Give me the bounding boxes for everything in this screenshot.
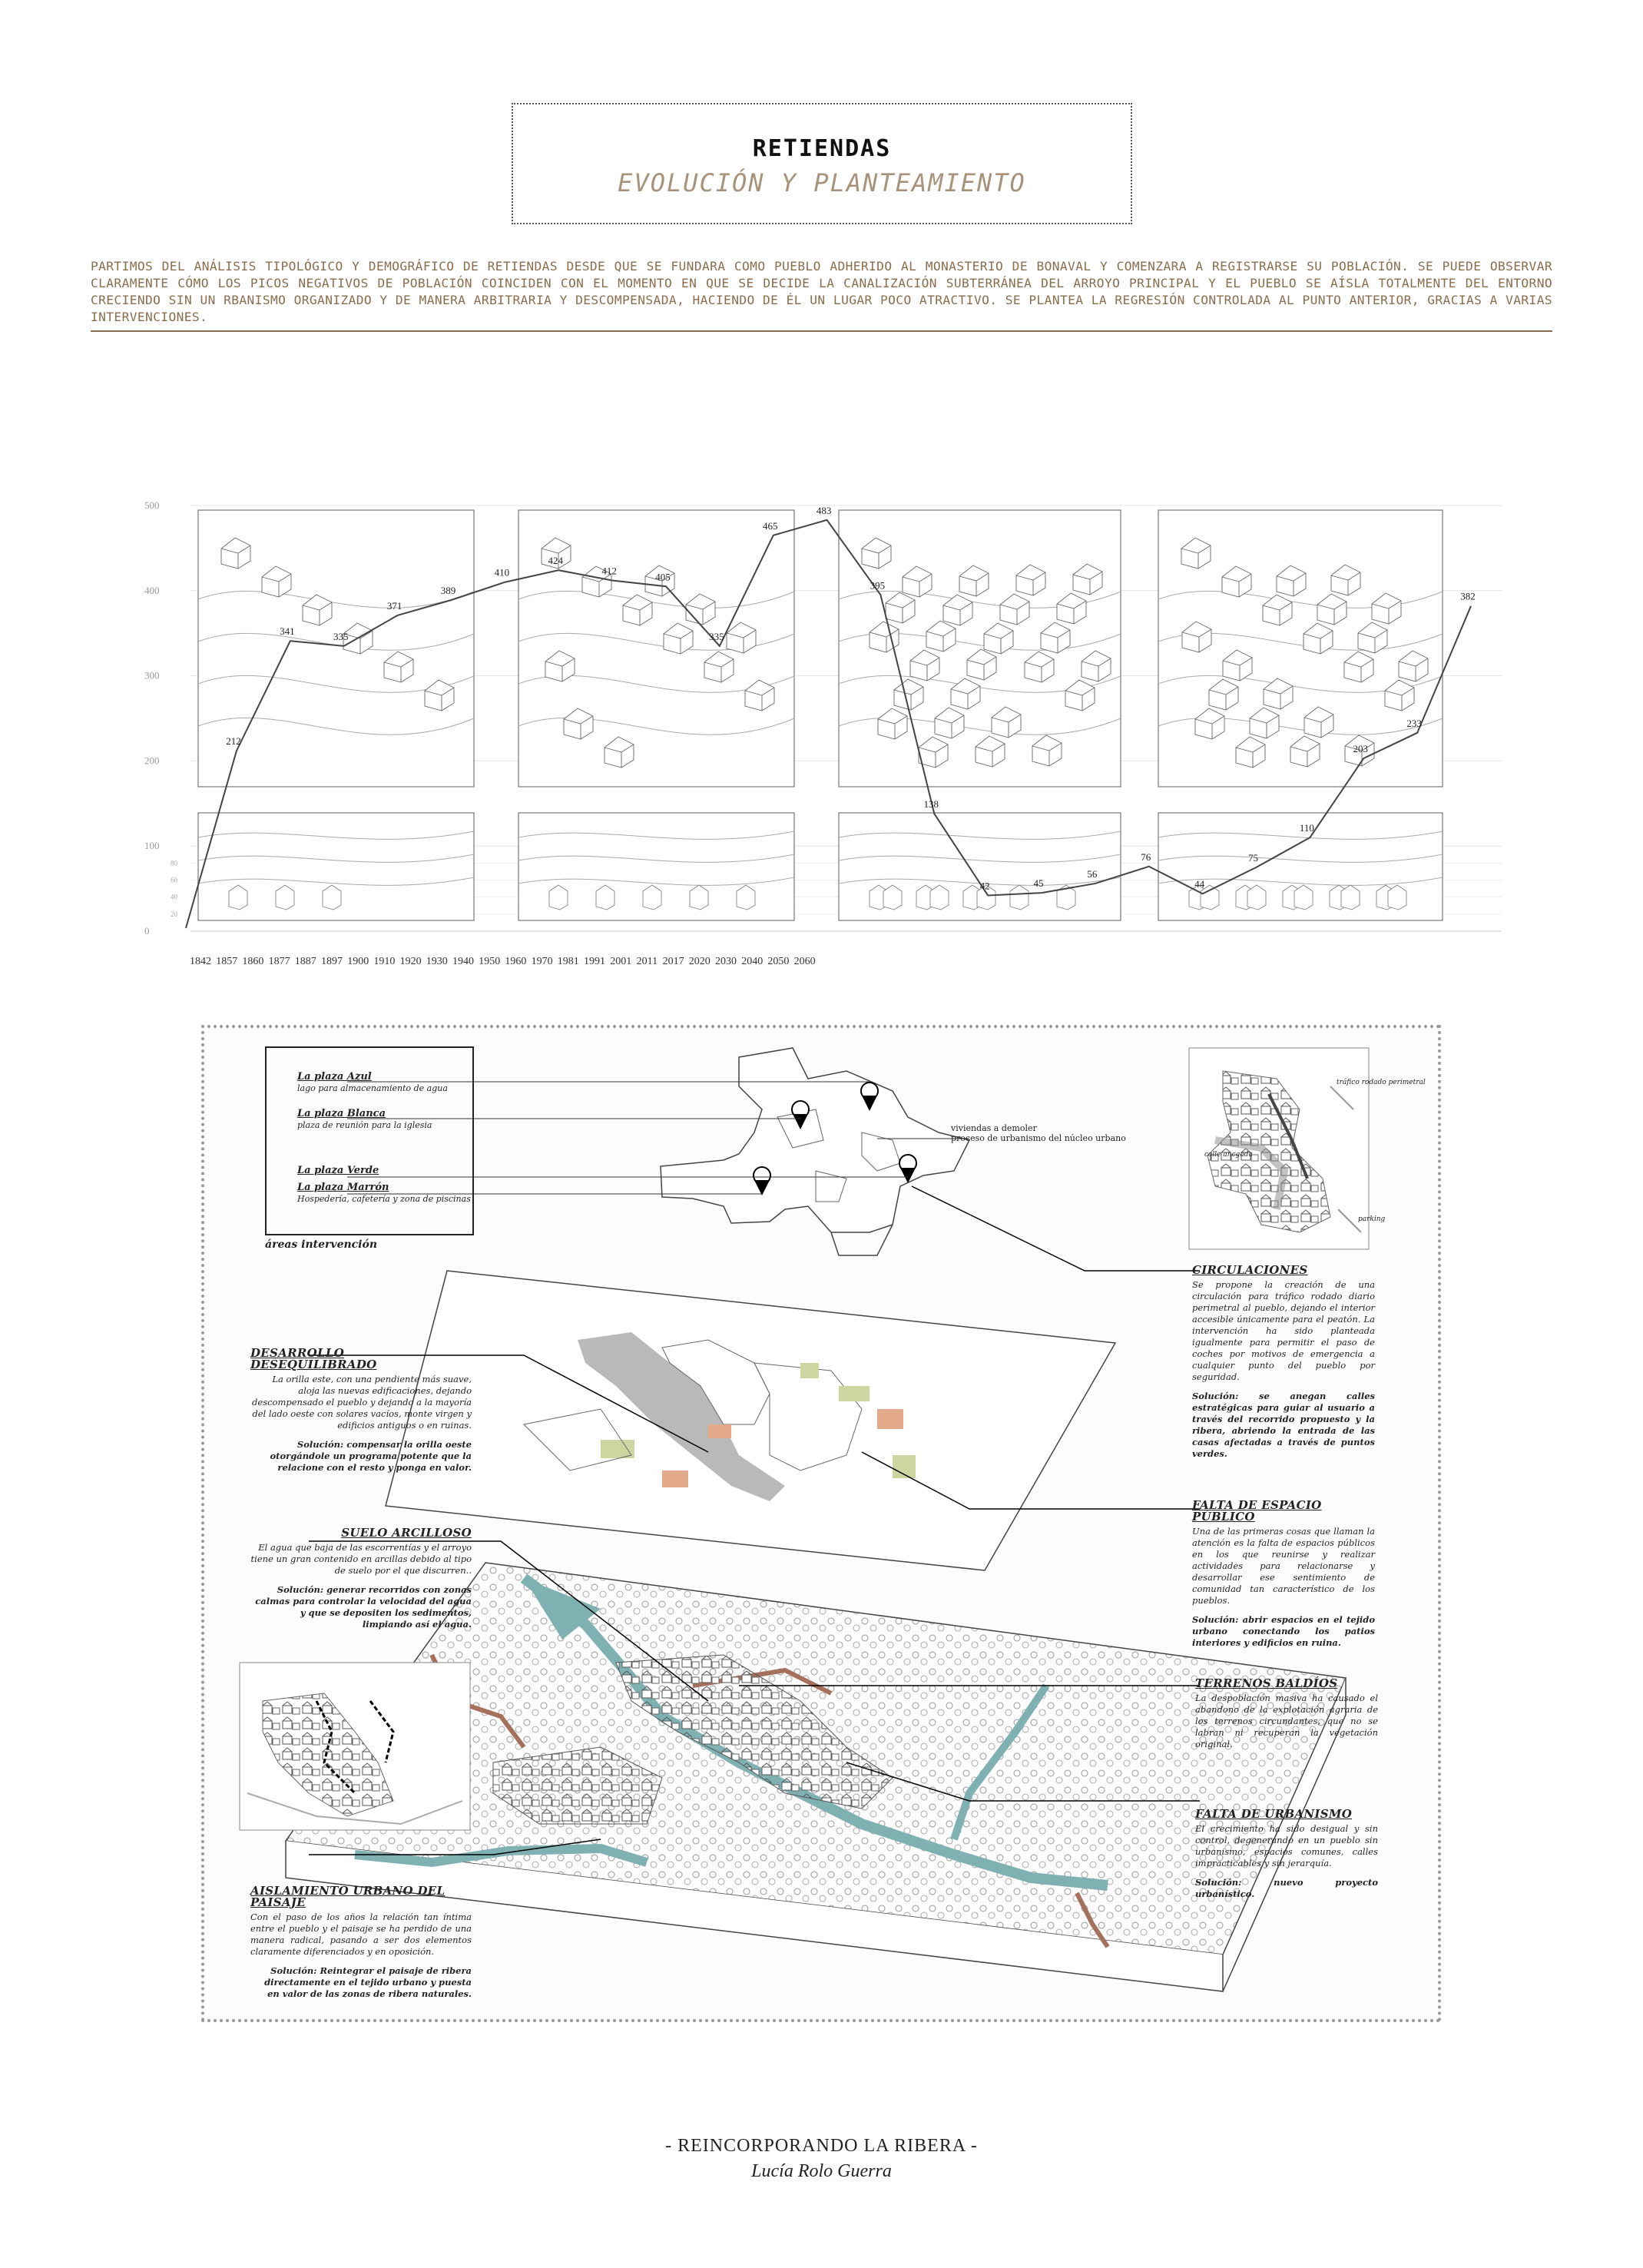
data-label: 233 [1406,717,1422,729]
data-label: 335 [709,630,724,642]
x-tick-label: 1887 [294,956,316,967]
x-axis [190,956,816,967]
legend-caption: áreas intervención [265,1238,378,1251]
mini-map-label: parking [1358,1215,1386,1223]
x-tick-label: 1960 [505,956,527,967]
data-label: 389 [440,584,456,596]
footer-title: - REINCORPORANDO LA RIBERA - [665,2136,978,2156]
x-tick-label: 1950 [479,956,501,967]
data-label: 56 [1087,867,1098,880]
legend-item-plaza-verde: La plaza Verde [297,1165,379,1176]
title-box [512,103,1132,224]
x-tick-label: 2017 [662,956,684,967]
data-label: 395 [870,579,886,592]
x-tick-label: 2020 [688,956,711,967]
annotation-desarrollo: DESARROLLO DESEQUILIBRADO La orilla este, con una pendiente más suave, aloja las nuevas edificaciones, dejando descompensado el pueblo y dejando a la mayoría del lado oeste con solares vacíos, monte virgen y edificios antiguos o en ruinas. Solución: compensar la orilla oeste otorgándole un programa potente que la relacione con el resto y ponga en valor. [250,1346,472,1473]
y-tick-label-minor: 80 [171,859,177,867]
data-label: 212 [226,735,241,748]
data-label: 424 [548,555,563,567]
data-label: 203 [1353,743,1369,755]
y-tick-label: 300 [144,669,160,681]
x-tick-label: 1860 [242,956,264,967]
annotation-terrenos: TERRENOS BALDÍOS La despoblación masiva ha causado el abandono de la explotación agraria de los terrenos circundantes, que no se labran ni recuperan la vegetación original. [1195,1676,1378,1749]
x-tick-label: 1981 [557,956,579,967]
mini-map-label: calle ancgada [1204,1151,1253,1159]
y-axis [144,499,178,937]
x-tick-label: 1842 [190,956,211,967]
era-drawing-panel [198,510,474,920]
data-label: 382 [1460,590,1476,602]
x-tick-label: 1991 [584,956,605,967]
data-label: 335 [333,630,349,642]
annotation-urbanismo: FALTA DE URBANISMO El crecimiento ha sido desigual y sin control, degenerando en un pueblo sin urbanismo, espacios comunes, calles impracticables y sin jerarquía. Solución: nuevo proyecto urbanístico. [1195,1807,1378,1899]
y-tick-label-minor: 20 [171,910,177,918]
data-label: 405 [655,571,671,583]
intro-paragraph: PARTIMOS DEL ANÁLISIS TIPOLÓGICO Y DEMOGRÁFICO DE RETIENDAS DESDE QUE SE FUNDARA COMO PUEBLO ADHERIDO AL MONASTERIO DE BONAVAL Y COMENZARA A REGISTRARSE SU POBLACIÓN. SE PUEDE OBSERVAR CLARAMENTE CÓMO LOS PICOS NEGATIVOS DE POBLACIÓN COINCIDEN CON EL MOMENTO EN QUE SE DECIDE LA CANALIZACIÓN SUBTERRÁNEA DEL ARROYO PRINCIPAL Y EL PUEBLO SE AÍSLA TOTALMENTE DEL ENTORNO CRECIENDO SIN UN RBANISMO ORGANIZADO Y DE MANERA ARBITRARIA Y DESCOMPENSADA, HACIENDO DE ÉL UN LUGAR POCO ATRACTIVO. SE PLANTEA LA REGRESIÓN CONTROLADA AL PUNTO ANTERIOR, GRACIAS A VARIAS INTERVENCIONES. [91,258,1552,332]
data-label: 110 [1299,822,1314,834]
x-tick-label: 1940 [452,956,474,967]
x-tick-label: 2050 [767,956,790,967]
page-title: RETIENDAS [752,135,892,162]
legend-item-plaza-marron: La plaza Marrón Hospedería, cafetería y zona de piscinas [297,1182,471,1204]
data-label: 75 [1248,851,1259,864]
data-label: 44 [1194,878,1205,890]
data-label: 483 [816,504,832,516]
data-label: 341 [280,625,295,638]
x-tick-label: 1910 [373,956,396,967]
y-tick-label: 400 [144,584,160,596]
y-tick-label: 100 [144,840,160,852]
data-label: 412 [601,565,617,577]
legend-item-plaza-blanca: La plaza Blanca plaza de reunión para la iglesia [297,1108,432,1130]
x-tick-label: 1920 [399,956,422,967]
page-subtitle: EVOLUCIÓN Y PLANTEAMIENTO [618,168,1026,197]
era-drawing-panel [839,510,1121,920]
data-label: 76 [1141,850,1151,863]
y-tick-label: 200 [144,754,160,767]
x-tick-label: 2040 [741,956,764,967]
data-label: 371 [386,599,402,612]
y-tick-label: 0 [144,925,150,937]
legend-item-plaza-azul: La plaza Azul lago para almacenamiento de agua [297,1071,448,1093]
x-tick-label: 1970 [531,956,553,967]
urban-core-map [661,1048,969,1255]
x-tick-label: 1897 [321,956,343,967]
annotation-suelo: SUELO ARCILLOSO El agua que baja de las escorrentías y el arroyo tiene un gran contenido en arcillas debido al tipo de suelo por el que discurren.. Solución: generar recorridos con zonas calmas para controlar la velocidad del agua y que se depositen los sedimentos, limpiando así el agua. [250,1526,472,1630]
x-tick-label: 2011 [636,956,658,967]
x-tick-label: 1877 [268,956,290,967]
footer-author: Lucía Rolo Guerra [751,2161,892,2181]
data-label: 42 [979,880,990,892]
annotation-espacio-publico: FALTA DE ESPACIO PÚBLICO Una de las primeras cosas que llaman la atención es la falta de espacios públicos en los que reunirse y realizar actividades para relacionarse y desarrollar ese sentimiento de comunidad tan característico de los pueblos. Solución: abrir espacios en el tejido urbano conectando los patios interiores y edificios en ruina. [1192,1498,1375,1648]
data-label: 45 [1033,877,1044,890]
x-tick-label: 1900 [347,956,369,967]
y-tick-label-minor: 40 [171,893,177,901]
population-chart [131,492,1513,983]
x-tick-label: 2001 [610,956,632,967]
x-tick-label: 1930 [426,956,448,967]
demolition-note: viviendas a demoler proceso de urbanismo del núcleo urbano [951,1123,1126,1143]
data-label: 465 [762,519,778,532]
annotation-circulaciones: CIRCULACIONES Se propone la creación de una circulación para tráfico rodado diario perimetral al pueblo, dejando el interior accesible únicamente para el peatón. La intervención ha sido planteada igualmente para permitir el paso de coches por motivos de emergencia a cualquier punto del pueblo por seguridad. Solución: se anegan calles estratégicas para guiar al usuario a través del recorrido propuesto y la ribera, abriendo la entrada de las casas afectadas a través de puntos verdes. [1192,1263,1375,1459]
y-tick-label-minor: 60 [171,876,177,884]
mini-map-label: tráfico rodado perimetral [1337,1079,1426,1086]
x-tick-label: 1857 [216,956,238,967]
data-label: 138 [923,798,939,811]
public-space-plan [386,1271,1115,1570]
x-tick-label: 2030 [715,956,737,967]
annotation-aislamiento: AISLAMIENTO URBANO DEL PAISAJE Con el paso de los años la relación tan íntima entre el pueblo y el paisaje se ha perdido de una manera radical, pasando a ser dos elementos claramente diferenciados y en oposición. Solución: Reintegrar el paisaje de ribera directamente en el tejido urbano y puesta en valor de las zonas de ribera naturales. [250,1884,472,1999]
x-tick-label: 2060 [793,956,816,967]
era-drawing-panel [1158,510,1443,920]
intervention-legend [265,1046,474,1235]
isolation-mini-map [240,1663,470,1830]
data-label: 410 [494,566,510,579]
y-tick-label: 500 [144,499,160,511]
